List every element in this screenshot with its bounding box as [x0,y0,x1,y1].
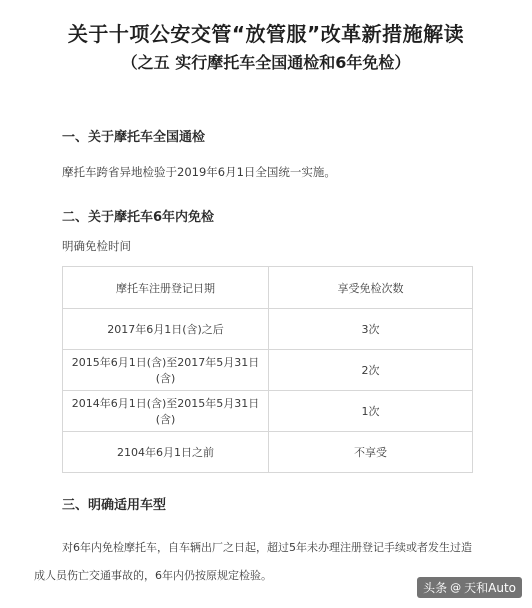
table-cell-count: 3次 [269,309,473,350]
watermark [417,577,522,598]
section2-heading: 二、关于摩托车6年内免检 [62,210,215,225]
table-row [63,350,473,391]
section3-text-line1: 对6年内免检摩托车，自车辆出厂之日起，超过5年未办理注册登记手续或者发生过造 [62,541,472,554]
section1-heading: 一、关于摩托车全国通检 [62,130,206,145]
table-row [63,391,473,432]
exemption-table [62,266,473,473]
table-header-date: 摩托车注册登记日期 [63,267,269,309]
table-cell-date: 2104年6月1日之前 [63,432,269,473]
table-cell-count: 2次 [269,350,473,391]
section3-heading: 三、明确适用车型 [62,498,167,513]
table-cell-date: 2014年6月1日(含)至2015年5月31日(含) [63,391,269,432]
table-cell-date: 2017年6月1日(含)之后 [63,309,269,350]
table-cell-count: 1次 [269,391,473,432]
table-cell-date: 2015年6月1日(含)至2017年5月31日(含) [63,350,269,391]
watermark-name: 天和Auto [464,581,516,595]
table-header-row [63,267,473,309]
table-row [63,432,473,473]
section1-text: 摩托车跨省异地检验于2019年6月1日全国统一实施。 [62,165,336,179]
document-subtitle: （之五 实行摩托车全国通检和6年免检） [121,53,411,72]
watermark-at: @ [450,581,462,594]
watermark-prefix: 头条 [423,581,448,595]
table-header-count: 享受免检次数 [269,267,473,309]
section2-subheading: 明确免检时间 [62,239,131,253]
document-title: 关于十项公安交管“放管服”改革新措施解读 [67,22,465,46]
table-cell-count: 不享受 [269,432,473,473]
table-row [63,309,473,350]
section3-text-line2: 成人员伤亡交通事故的，6年内仍按原规定检验。 [34,569,272,582]
